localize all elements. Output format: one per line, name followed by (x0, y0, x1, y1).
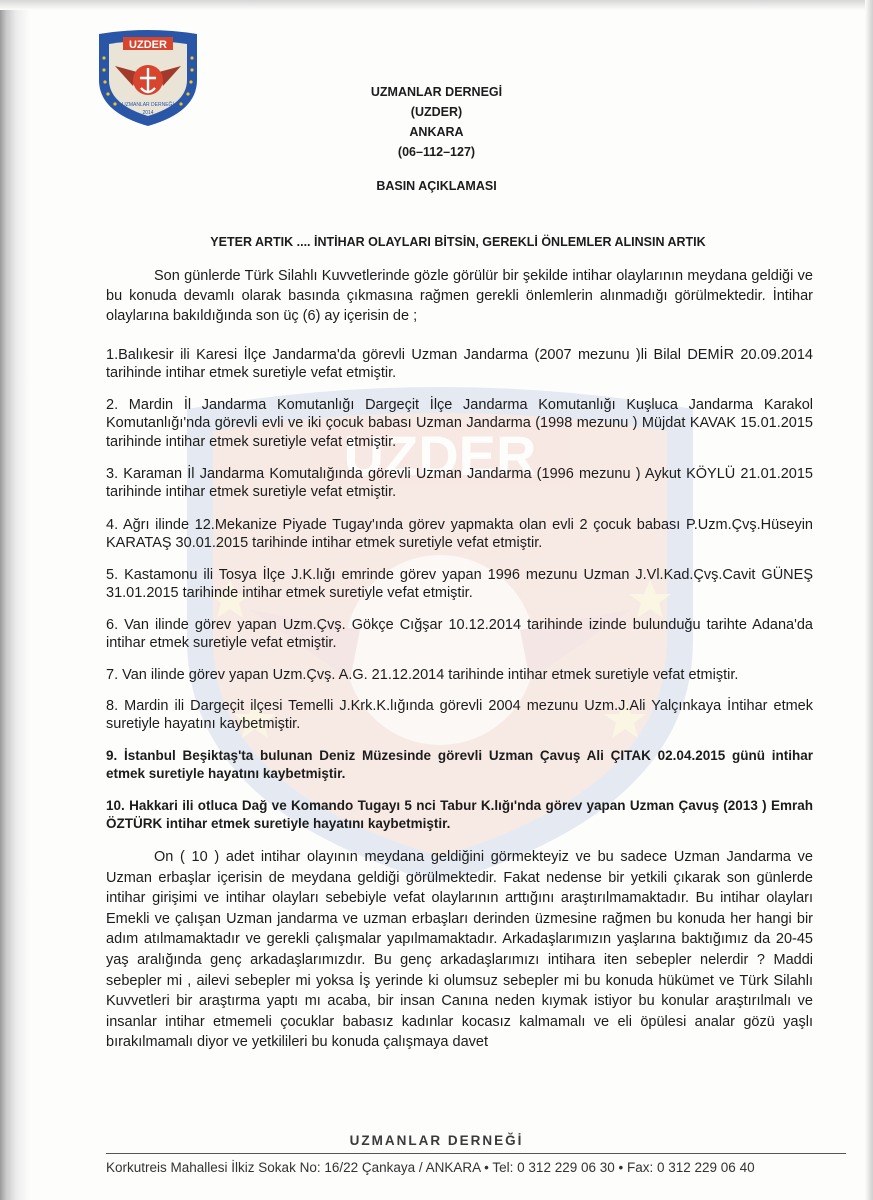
watermark-text: UZDER (343, 424, 537, 487)
list-item: 7. Van ilinde görev yapan Uzm.Çvş. A.G. 21.12.2014 tarihinde intihar etmek suretiyle vefat etmiştir. (106, 667, 739, 683)
list-item: 4. Ağrı ilinde 12.Mekanize Piyade Tugay'ında görev yapmakta olan evli 2 çocuk babası P.Uzm.Çvş.Hüseyin KARATAŞ 30.01.2015 tarihinde intihar etmek suretiyle vefat etmiştir. (106, 517, 813, 552)
org-abbrev: (UZDER) (410, 105, 463, 119)
list-item: 5. Kastamonu ili Tosya İlçe J.K.lığı emrinde görev yapan 1996 mezunu Uzman J.Vl.Kad.Çvş.Cavit GÜNEŞ 31.01.2015 tarihinde intihar etmek suretiyle vefat etmiştir. (106, 567, 813, 602)
footer-divider (106, 1153, 846, 1154)
list-item: 3. Karaman İl Jandarma Komutalığında görevli Uzman Jandarma (1996 mezunu ) Aykut KÖYLÜ 21.01.2015 tarihinde intihar etmek suretiyle vefat etmiştir. (106, 466, 813, 501)
list-item: 6. Van ilinde görev yapan Uzm.Çvş. Gökçe Cığşar 10.12.2014 tarihinde izinde bulunduğu tarihte Adana'da intihar etmek suretiyle vefat etmiştir. (106, 617, 813, 652)
list-item: 2. Mardin İl Jandarma Komutanlığı Dargeçit İlçe Jandarma Komutanlığı Kuşluca Jandarma Karakol Komutanlığı'nda görevli evli ve iki çocuk babası Uzman Jandarma (1998 mezunu ) Müjdat KAVAK 15.01.2015 tarihinde intihar etmek suretiyle vefat etmiştir. (106, 397, 813, 450)
closing-paragraph: On ( 10 ) adet intihar olayının meydana geldiğini görmekteyiz ve bu sadece Uzman Jandarma ve Uzman erbaşlar içerisin de meydana geldiği görülmektedir. Fakat nedense bir yetkili çıkarak son günlerde intihar girişimi ve intihar olayları sebebiyle vefat olaylarının arttığını araştırılmamaktadır. Bu intihar olayları Emekli ve çalışan Uzman jandarma ve uzman erbaşları derinden üzmesine rağmen bu konuda her hangi bir adım atılmamaktadır ve gerekli çalışmalar yapılmamaktadır. Arkadaşlarımızın yaşlarına baktığımız da 20-45 yaş aralığında genç arkadaşlarımızdır. Bu genç arkadaşlarımızı intihara iten sebepler nelerdir ? Maddi sebepler mi , ailevi sebepler mi yoksa İş yerinde ki olumsuz sebepler mi bu konuda hükümet ve Türk Silahlı Kuvvetleri bir araştırma yaptı mı acaba, bir insan Canına neden kıymak istiyor bu konular araştırılmalı ve insanlar intihar etmemeli çocuklar babasız kadınlar kocasız kalmamalı ve eli öpülesi analar gözü yaşlı bırakılmamalı diyor ve yetkilileri bu konuda çalışmaya davet (106, 849, 813, 1051)
org-name: UZMANLAR DERNEGİ (370, 85, 503, 99)
logo-ring-text: UZMANLAR DERNEĞİ (122, 102, 174, 108)
list-item: 1.Balıkesir ili Karesi İlçe Jandarma'da görevli Uzman Jandarma (2007 mezunu )li Bilal DEMİR 20.09.2014 tarihinde intihar etmek suretiyle vefat etmiştir. (106, 347, 813, 382)
footer-address: Korkutreis Mahallesi İlkiz Sokak No: 16/22 Çankaya / ANKARA • Tel: 0 312 229 06 30 • Fax: 0 312 229 06 40 (106, 1160, 755, 1175)
headline: YETER ARTIK .... İNTİHAR OLAYLARI BİTSİN, GEREKLİ ÖNLEMLER ALINSIN ARTIK (210, 235, 706, 249)
document-type: BASIN AÇIKLAMASI (376, 179, 497, 193)
logo-text: UZDER (129, 39, 167, 51)
scan-edge-top (0, 0, 873, 10)
list-item: 10. Hakkari ili otluca Dağ ve Komando Tugayı 5 nci Tabur K.lığı'nda görev yapan Uzman Çavuş (2013 ) Emrah ÖZTÜRK intihar etmek suretiyle hayatını kaybetmiştir. (106, 798, 813, 832)
logo-year: 2014 (142, 110, 154, 116)
org-city: ANKARA (409, 125, 464, 139)
list-item: 9. İstanbul Beşiktaş'ta bulunan Deniz Müzesinde görevli Uzman Çavuş Ali ÇITAK 02.04.2015 günü intihar etmek suretiyle hayatını kaybetmiştir. (106, 748, 813, 782)
list-item: 8. Mardin ili Dargeçit ilçesi Temelli J.Krk.K.lığında görevli 2004 mezunu Uzm.J.Ali Yalçınkaya İntihar etmek suretiyle hayatını kaybetmiştir. (106, 698, 813, 733)
org-code: (06–112–127) (397, 145, 476, 159)
intro-paragraph: Son günlerde Türk Silahlı Kuvvetlerinde gözle görülür bir şekilde intihar olaylarının meydana geldiği ve bu konuda devamlı olarak basında çıkmasına rağmen gerekli önlemlerin alınmadığı görülmektedir. İntihar olaylarına bakıldığında son üç (6) ay içerisin de ; (106, 268, 813, 324)
footer-org-name: UZMANLAR DERNEĞİ (349, 1133, 524, 1148)
letterhead (0, 82, 873, 162)
